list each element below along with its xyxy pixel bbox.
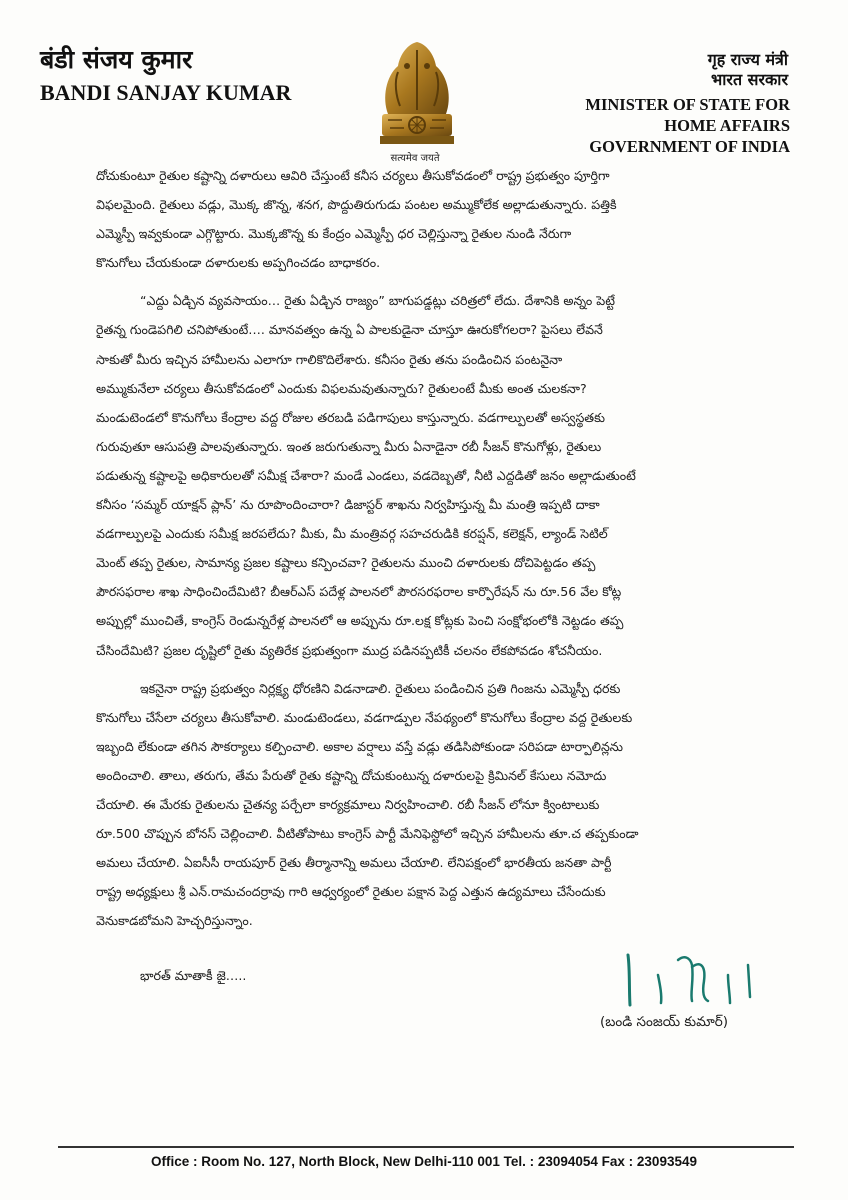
emblem-motto: सत्यमेव जयते bbox=[390, 153, 440, 164]
text-line: చేయాలి. ఈ మేరకు రైతులను చైతన్య పర్చేలా కార్యక్రమాలు నిర్వహించాలి. రబీ సీజన్ లోనూ క్వింటాలుకు bbox=[96, 796, 600, 812]
text-line: అందించాలి. తాలు, తరుగు, తేమ పేరుతో రైతు కష్టాన్ని దోచుకుంటున్న దళారులపై క్రిమినల్ కేసులు నమోదు bbox=[96, 767, 607, 783]
text-line: దోచుకుంటూ రైతుల కష్టాన్ని దళారులు ఆవిరి చేస్తుంటే కనీస చర్యలు తీసుకోవడంలో రాష్ట్ర ప్రభుత్వం పూర్తిగా bbox=[96, 168, 610, 183]
text-line: రూ.500 చొప్పున బోనస్ చెల్లించాలి. వీటితోపాటు కాంగ్రెస్ పార్టీ మేనిఫెస్టోలో ఇచ్చిన హామీలను తూ.చ తప్పకుండా bbox=[96, 826, 639, 842]
designation-english bbox=[585, 94, 790, 157]
letterhead bbox=[0, 0, 848, 164]
text-line: పౌరసఫరాల శాఖ సాధించిందేమిటి? బీఆర్ఎస్ పదేళ్ల పాలనలో పౌరసరఫరాల కార్పొరేషన్ ను రూ.56 వేల కోట్ల bbox=[96, 584, 622, 600]
designation-english-line: GOVERNMENT OF INDIA bbox=[589, 137, 790, 156]
closing-slogan: భారత్ మాతాకీ జై….. bbox=[140, 968, 247, 983]
text-line: విఫలమైంది. రైతులు వడ్లు, మొక్క జొన్న, శనగ, పొద్దుతిరుగుడు పంటల అమ్ముకోలేక అల్లాడుతున్నారు. పత్తికి bbox=[96, 197, 617, 213]
text-line: ఇబ్బంది లేకుండా తగిన సౌకర్యాలు కల్పించాలి. అకాల వర్షాలు వస్తే వడ్లు తడిసిపోకుండా సరిపడా టార్పాలిన్లను bbox=[96, 738, 624, 754]
text-line: అమలు చేయాలి. ఏఐసీసీ రాయపూర్ రైతు తీర్మానాన్ని అమలు చేయాలి. లేనిపక్షంలో భారతీయ జనతా పార్టీ bbox=[96, 855, 612, 871]
text-line: సాకుతో మీరు ఇచ్చిన హామీలను ఎలాగూ గాలికొదిలేశారు. కనీసం రైతు తను పండించిన పంటనైనా bbox=[96, 351, 563, 367]
text-line: ఇకనైనా రాష్ట్ర ప్రభుత్వం నిర్లక్ష్య ధోరణిని విడనాడాలి. రైతులు పండించిన ప్రతి గింజను ఎమ్మెస్పీ ధరకు bbox=[140, 680, 621, 696]
text-line: “ఎద్దు ఏడ్చిన వ్యవసాయం… రైతు ఏడ్చిన రాజ్యం” బాగుపడ్డట్లు చరిత్రలో లేదు. దేశానికి అన్నం పెట్టే bbox=[140, 293, 615, 309]
text-line: వెనుకాడబోమని హెచ్చరిస్తున్నాం. bbox=[96, 913, 253, 929]
designation-english-line: MINISTER OF STATE FOR bbox=[585, 95, 790, 114]
paragraph-3 bbox=[96, 674, 788, 936]
designation-hindi-line: गृह राज्य मंत्री bbox=[707, 50, 788, 69]
text-line: వడగాల్పులపై ఎందుకు సమీక్ష జరపలేదు? మీకు, మీ మంత్రివర్గ సహచరుడికి కరప్షన్, కలెక్షన్, ల్యాండ్ సెటిల్ bbox=[96, 526, 608, 542]
text-line: గురువుతూ ఆసుపత్రి పాలవుతున్నారు. ఇంత జరుగుతున్నా మీరు ఏనాడైనా రబీ సీజన్ కొనుగోళ్లు, రైతులు bbox=[96, 438, 602, 454]
text-line: ఎమ్మెస్పీ ఇవ్వకుండా ఎగ్గొట్టారు. మొక్కజొన్న కు కేంద్రం ఎమ్మెస్పీ ధర చెల్లిస్తున్నా రైతుల నుండి నేరుగా bbox=[96, 226, 572, 242]
text-line: కనీసం ‘సమ్మర్ యాక్షన్ ప్లాన్’ ను రూపొందించారా? డిజాస్టర్ శాఖను నిర్వహిస్తున్న మీ మంత్రి ఇప్పటి దాకా bbox=[96, 497, 600, 513]
handwritten-signature bbox=[618, 935, 778, 1015]
national-emblem-icon bbox=[374, 36, 460, 168]
text-line: కొనుగోలు చేసేలా చర్యలు తీసుకోవాలి. మండుటెండలు, వడగాడ్పుల నేపథ్యంలో కొనుగోలు కేంద్రాల వద్ద రైతులకు bbox=[96, 709, 633, 725]
text-line: మండుటెండలో కొనుగోలు కేంద్రాల వద్ద రోజుల తరబడి పడిగాపులు కాస్తున్నారు. వడగాల్పులతో అస్వస్థతకు bbox=[96, 409, 606, 425]
office-address: Office : Room No. 127, North Block, New Delhi-110 001 Tel. : 23094054 Fax : 23093549 bbox=[151, 1154, 697, 1169]
footer-divider bbox=[58, 1146, 794, 1148]
designation-hindi-line: भारत सरकार bbox=[711, 70, 788, 89]
sender-name-english: BANDI SANJAY KUMAR bbox=[40, 80, 292, 105]
paragraph-2 bbox=[96, 286, 788, 664]
designation-english-line: HOME AFFAIRS bbox=[664, 116, 790, 135]
text-line: రాష్ట్ర అధ్యక్షులు శ్రీ ఎన్.రామచందర్రావు గారి ఆధ్వర్యంలో రైతుల పక్షాన పెద్ద ఎత్తున ఉద్యమాలు చేసేందుకు bbox=[96, 884, 606, 900]
text-line: అమ్ముకునేలా చర్యలు తీసుకోవడంలో ఎందుకు విఫలమవుతున్నారు? రైతులంటే మీకు అంత చులకనా? bbox=[96, 380, 587, 396]
text-line: మెంట్ తప్ప రైతుల, సామాన్య ప్రజల కష్టాలు కన్పించవా? రైతులను ముంచి దళారులకు దోచిపెట్టడం తప్ప bbox=[96, 555, 596, 571]
text-line: చేసిందేమిటి? ప్రజల దృష్టిలో రైతు వ్యతిరేక ప్రభుత్వంగా ముద్ర పడినప్పటికీ చలనం లేకపోవడం శోచనీయం. bbox=[96, 642, 603, 658]
sender-name-hindi: बंडी संजय कुमार bbox=[40, 45, 193, 74]
letter-body bbox=[96, 161, 788, 935]
text-line: పడుతున్న కష్టాలపై అధికారులతో సమీక్ష చేశారా? మండే ఎండలు, వడదెబ్బతో, నీటి ఎద్దడితో జనం అల్లాడుతుంటే bbox=[96, 467, 636, 483]
text-line: రైతన్న గుండెపగిలి చనిపోతుంటే…. మానవత్వం ఉన్న ఏ పాలకుడైనా చూస్తూ ఊరుకోగలరా? పైసలు లేవనే bbox=[96, 322, 603, 338]
signatory-name: (బండి సంజయ్ కుమార్) bbox=[600, 1014, 728, 1030]
paragraph-1 bbox=[96, 161, 788, 277]
text-line: కొనుగోలు చేయకుండా దళారులకు అప్పగించడం బాధాకరం. bbox=[96, 255, 381, 271]
designation-hindi bbox=[708, 50, 788, 90]
text-line: అప్పుల్లో ముంచితే, కాంగ్రెస్ రెండున్నరేళ్ల పాలనలో ఆ అప్పును రూ.లక్ష కోట్లకు పెంచి సంక్షోభంలోకి నెట్టడం తప్ప bbox=[96, 613, 624, 629]
